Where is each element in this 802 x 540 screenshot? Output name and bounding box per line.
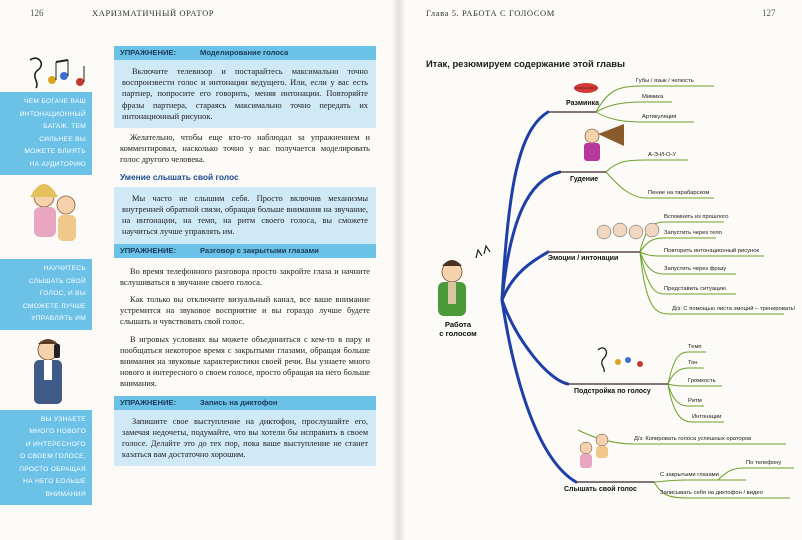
main-text-column [114, 46, 376, 466]
tip-line: ВЫ УЗНАЕТЕ [40, 415, 86, 423]
tip-line: НАУЧИТЕСЬ [43, 265, 86, 272]
branch-hum: Гудение [570, 176, 599, 183]
emotion-faces-icon [597, 223, 659, 239]
running-head: Глава 5. РАБОТА С ГОЛОСОМ [426, 8, 555, 18]
central-node [428, 320, 488, 338]
exercise-text: Запишите свое выступление на диктофон, прослушайте его, замечая недочеты, подумайте, что вы хотели бы исправить в своем голосе. Делайте это до тех пор, пока ваше выступление не станет казаться вам достаточно хорошим. [122, 416, 368, 460]
leaf: Артикуляция [642, 114, 677, 120]
highlight-text: Мы часто не слышим себя. Просто включив механизмы внутренней обратной связи, обращая больше внимания на звучание, на интонации, на темп, на ритм своего голоса, вы сможете научиться лучше управлять им. [122, 193, 368, 237]
leaf: Темп [688, 344, 702, 350]
leaf: Тон [688, 360, 698, 366]
exercise-label: УПРАЖНЕНИЕ: [120, 398, 177, 408]
exercise-text: Включите телевизор и постарайтесь максимально точно воспроизвести голос и интонации ведущего. Или, если у вас есть партнер, попросите его говорить, меняя интонации. Повторяйте фразы партнера, стараясь максимально точно передать их интонационный рисунок. [122, 67, 368, 121]
leaf: Ритм [688, 398, 702, 404]
music-notes-illustration [0, 52, 92, 92]
tip-line: И ИНТЕРЕСНОГО [25, 440, 86, 448]
exercise-label: УПРАЖНЕНИЕ: [120, 246, 177, 256]
mind-map-title: Итак, резюмируем содержание этой главы [426, 58, 625, 69]
lips-icon [574, 83, 598, 93]
exercise-title: Разговор с закрытыми глазами [200, 246, 319, 256]
tip-line: МОЖЕТЕ ВЛИЯТЬ [24, 148, 86, 155]
tip-line: НА АУДИТОРИЮ [29, 160, 86, 168]
tip-line: СЛЫШАТЬ СВОЙ [28, 277, 86, 285]
leaf: Громкость [688, 378, 716, 384]
singer-icon [438, 246, 490, 316]
page-number: 127 [762, 8, 776, 18]
music-notes-icon [598, 348, 643, 372]
sidebar-tip-hear-voice [0, 259, 92, 330]
tip-line: ГОЛОС, И ВЫ [39, 290, 86, 297]
leaf: Запустить через фразу [664, 266, 727, 272]
tip-line: О СВОЕМ ГОЛОСЕ, [20, 453, 86, 460]
book-gutter [392, 0, 406, 540]
exercise-header [114, 244, 376, 258]
exercise-box [114, 60, 376, 128]
exercise-title: Моделирование голоса [200, 48, 289, 58]
paragraph: В игровых условиях вы можете объединиться с кем-то в пару и пообщаться некоторое время с закрытыми глазами, обращая больше внимания на звуковые характеристики своей речи. Вы узнаете много нового и интересного о своем голосе, просто обращая на него больше внимания. [120, 334, 370, 389]
tip-line: СИЛЬНЕЕ ВЫ [39, 135, 86, 143]
exercise-title: Запись на диктофон [200, 398, 278, 408]
branch-adjust: Подстройка по голосу [574, 388, 651, 395]
exercise-header [114, 396, 376, 410]
left-page [0, 0, 398, 540]
tip-line: ВНИМАНИЯ [45, 490, 86, 498]
tip-line: МНОГО НОВОГО [29, 428, 86, 435]
branch-warmup: Разминка [566, 100, 599, 107]
leaf: Записывать себя на диктофон / видео [660, 490, 763, 496]
homework-leaf: Д/з: С помощью листа эмоций – тренировать! [672, 306, 796, 312]
sidebar-tip-intonation [0, 92, 92, 175]
leaf: Запустить через тело [664, 230, 722, 236]
two-people-illustration [0, 175, 92, 259]
megaphone-singer-icon [584, 124, 624, 161]
paragraph: Во время телефонного разговора просто закройте глаза и начните вслушиваться в звучание своего голоса. [120, 266, 370, 287]
exercise-box [114, 410, 376, 467]
tip-line: ПРОСТО ОБРАЩАЯ [19, 465, 86, 473]
leaf: Губы / язык / челюсть [636, 78, 694, 84]
page-number: 126 [30, 8, 44, 18]
leaf: С закрытыми глазами [660, 472, 719, 478]
paragraph: Как только вы отключите визуальный канал, все ваше внимание устремится на звуковое восприятие и вы гораздо лучше будете слышать и чувствовать свой голос. [120, 295, 370, 327]
branch-hear-voice: Слышать свой голос [564, 486, 637, 493]
mind-map [398, 0, 802, 540]
sidebar-tip-learn-voice [0, 410, 92, 506]
branch-emotions: Эмоции / интонации [548, 255, 619, 262]
paragraph: Желательно, чтобы еще кто-то наблюдал за упражнением и комментировал, насколько точно у вас получается моделировать голос другого человека. [120, 133, 370, 165]
leaf: Интонации [692, 414, 722, 420]
sidebar [0, 52, 92, 505]
tip-line: СМОЖЕТЕ ЛУЧШЕ [22, 302, 86, 310]
leaf: Вспомнить из прошлого [664, 214, 729, 220]
tip-line: БАГАЖ, ТЕМ [43, 123, 86, 130]
tip-line: ЧЕМ БОГАЧЕ ВАШ [24, 98, 86, 105]
tip-line: УПРАВЛЯТЬ ИМ [31, 315, 86, 322]
leaf: Мимика [642, 94, 664, 100]
central-label: Работа [444, 320, 472, 329]
running-head: ХАРИЗМАТИЧНЫЙ ОРАТОР [92, 8, 215, 18]
tip-line: ИНТОНАЦИОННЫЙ [19, 110, 86, 118]
right-page [398, 0, 802, 540]
leaf: Пение на тарабарском [648, 190, 710, 196]
listening-people-icon [580, 434, 608, 468]
leaf: Повторить интонационный рисунок [664, 248, 760, 254]
exercise-header [114, 46, 376, 60]
phone-man-illustration [0, 330, 92, 410]
exercise-label: УПРАЖНЕНИЕ: [120, 48, 177, 58]
tip-line: НА НЕГО БОЛЬШЕ [23, 478, 86, 485]
homework-leaf: Д/з: Копировать голоса успешных ораторов [634, 436, 752, 442]
highlight-box [114, 187, 376, 244]
leaf: По телефону [746, 460, 782, 466]
leaf: А-Э-И-О-У [648, 152, 677, 158]
leaf: Представить ситуацию [664, 286, 727, 292]
central-label: с голосом [439, 329, 477, 338]
section-subheading: Умение слышать свой голос [120, 171, 239, 182]
